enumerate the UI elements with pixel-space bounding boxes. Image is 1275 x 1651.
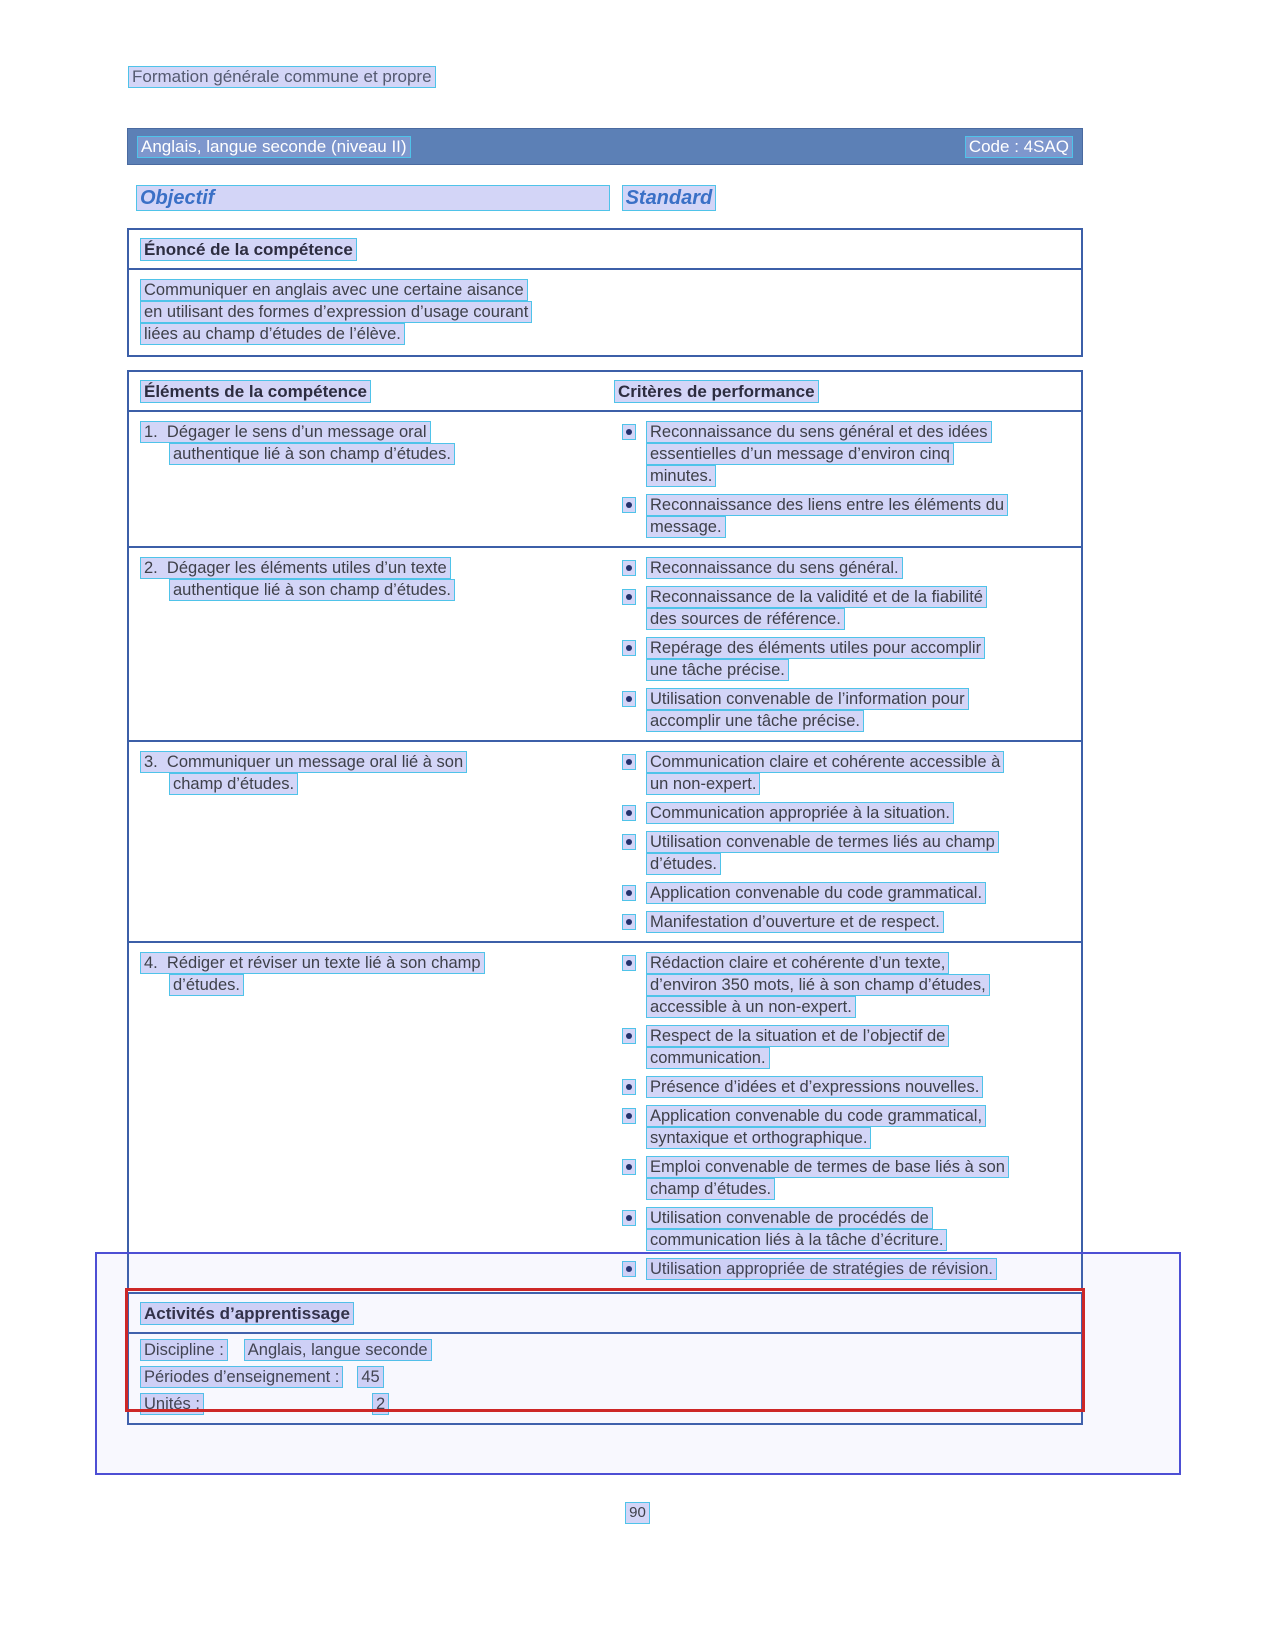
criterion-lines [646, 751, 1070, 795]
criterion-lines [646, 688, 1070, 732]
bullet-dot [626, 565, 632, 571]
bullet-icon [622, 497, 636, 513]
criterion-line: une tâche précise. [646, 659, 789, 681]
activity-label: Discipline : [140, 1339, 228, 1361]
criterion-line: Utilisation convenable de l’information pour [646, 688, 969, 710]
criterion-item [614, 494, 1070, 538]
bullet-icon [622, 1261, 636, 1277]
page-number-text: 90 [625, 1502, 650, 1524]
enonce-line: liées au champ d’études de l’élève. [140, 323, 405, 345]
bullet-icon [622, 1159, 636, 1175]
element-line: 1. Dégager le sens d’un message oral [140, 421, 431, 443]
bullet-dot [626, 696, 632, 702]
criterion-lines [646, 637, 1070, 681]
element-line: 3. Communiquer un message oral lié à son [140, 751, 467, 773]
element-cell [140, 557, 614, 732]
criterion-lines [646, 802, 1070, 824]
bullet-icon [622, 955, 636, 971]
competence-table [127, 370, 1083, 1290]
element-line: d’études. [169, 974, 244, 996]
element-cell [140, 952, 614, 1280]
criteria-cell [614, 952, 1070, 1280]
competence-table-header [129, 372, 1081, 412]
criterion-line: Communication appropriée à la situation. [646, 802, 954, 824]
criterion-line: Reconnaissance des liens entre les éléments du [646, 494, 1008, 516]
criteria-cell [614, 421, 1070, 538]
bullet-dot [626, 810, 632, 816]
bullet-icon [622, 640, 636, 656]
competence-header-right: Critères de performance [614, 380, 819, 403]
criterion-line: des sources de référence. [646, 608, 845, 630]
bullet-icon [622, 1079, 636, 1095]
criterion-item [614, 637, 1070, 681]
criterion-item [614, 1025, 1070, 1069]
criterion-item [614, 751, 1070, 795]
bullet-dot [626, 1084, 632, 1090]
element-line: 2. Dégager les éléments utiles d’un texte [140, 557, 451, 579]
bullet-dot [626, 960, 632, 966]
activity-row-discipline [140, 1337, 1070, 1364]
criterion-lines [646, 421, 1070, 487]
title-bar-code: Code : 4SAQ [965, 136, 1073, 158]
criterion-item [614, 1258, 1070, 1280]
criterion-lines [646, 952, 1070, 1018]
criterion-line: essentielles d’un message d’environ cinq [646, 443, 954, 465]
element-cell [140, 751, 614, 933]
criteria-cell [614, 557, 1070, 732]
enonce-table [127, 228, 1083, 357]
competence-header-left: Éléments de la compétence [140, 380, 371, 403]
criterion-lines [646, 882, 1070, 904]
criterion-line: un non-expert. [646, 773, 760, 795]
standard-heading: Standard [622, 185, 717, 211]
criterion-line: minutes. [646, 465, 716, 487]
bullet-dot [626, 502, 632, 508]
bullet-dot [626, 594, 632, 600]
criterion-item [614, 1207, 1070, 1251]
activity-value: 2 [372, 1393, 389, 1415]
activity-value: 45 [357, 1366, 383, 1388]
criterion-line: message. [646, 516, 726, 538]
bullet-dot [626, 429, 632, 435]
criterion-line: Rédaction claire et cohérente d’un texte, [646, 952, 949, 974]
competence-row-3 [129, 742, 1081, 943]
bullet-icon [622, 885, 636, 901]
criterion-line: syntaxique et orthographique. [646, 1127, 871, 1149]
bullet-icon [622, 834, 636, 850]
bullet-dot [626, 1033, 632, 1039]
criterion-line: accessible à un non-expert. [646, 996, 856, 1018]
activity-label: Périodes d’enseignement : [140, 1366, 343, 1388]
enonce-header-text: Énoncé de la compétence [140, 238, 357, 261]
criterion-item [614, 557, 1070, 579]
document-header [128, 66, 436, 88]
enonce-table-header [129, 230, 1081, 270]
criterion-item [614, 1156, 1070, 1200]
criterion-line: champ d’études. [646, 1178, 775, 1200]
criterion-line: Manifestation d’ouverture et de respect. [646, 911, 944, 933]
criterion-item [614, 421, 1070, 487]
criterion-lines [646, 1207, 1070, 1251]
enonce-line: Communiquer en anglais avec une certaine aisance [140, 279, 528, 301]
element-line: champ d’études. [169, 773, 298, 795]
activity-value: Anglais, langue seconde [244, 1339, 432, 1361]
criterion-item [614, 1076, 1070, 1098]
criterion-lines [646, 1025, 1070, 1069]
criteria-cell [614, 751, 1070, 933]
criterion-line: Reconnaissance du sens général et des idées [646, 421, 992, 443]
criterion-lines [646, 1076, 1070, 1098]
criterion-line: d’environ 350 mots, lié à son champ d’études, [646, 974, 990, 996]
bullet-dot [626, 645, 632, 651]
criterion-item [614, 952, 1070, 1018]
criterion-lines [646, 557, 1070, 579]
bullet-icon [622, 560, 636, 576]
bullet-icon [622, 589, 636, 605]
competence-row-2 [129, 548, 1081, 742]
competence-row-1 [129, 412, 1081, 548]
criterion-line: Utilisation convenable de procédés de [646, 1207, 933, 1229]
bullet-icon [622, 424, 636, 440]
section-headings [136, 185, 716, 211]
criterion-lines [646, 1105, 1070, 1149]
bullet-dot [626, 1113, 632, 1119]
criterion-line: Utilisation appropriée de stratégies de révision. [646, 1258, 997, 1280]
bullet-icon [622, 691, 636, 707]
bullet-dot [626, 1164, 632, 1170]
element-line: authentique lié à son champ d’études. [169, 443, 455, 465]
criterion-item [614, 911, 1070, 933]
enonce-table-body [129, 270, 1081, 357]
criterion-line: communication liés à la tâche d’écriture. [646, 1229, 947, 1251]
criterion-line: Communication claire et cohérente accessible à [646, 751, 1004, 773]
criterion-item [614, 882, 1070, 904]
criterion-line: d’études. [646, 853, 721, 875]
activities-header-text: Activités d’apprentissage [140, 1302, 354, 1325]
page-number [0, 1502, 1275, 1524]
bullet-dot [626, 919, 632, 925]
bullet-dot [626, 1215, 632, 1221]
bullet-icon [622, 754, 636, 770]
criterion-line: accomplir une tâche précise. [646, 710, 864, 732]
criterion-line: Respect de la situation et de l’objectif de [646, 1025, 949, 1047]
criterion-item [614, 802, 1070, 824]
criterion-line: Reconnaissance du sens général. [646, 557, 903, 579]
document-header-text: Formation générale commune et propre [128, 66, 436, 88]
activities-table-body [129, 1334, 1081, 1423]
criterion-line: Utilisation convenable de termes liés au champ [646, 831, 999, 853]
title-bar [127, 128, 1083, 165]
criterion-line: Reconnaissance de la validité et de la fiabilité [646, 586, 987, 608]
criterion-line: communication. [646, 1047, 770, 1069]
criterion-line: Présence d’idées et d’expressions nouvelles. [646, 1076, 983, 1098]
title-bar-title: Anglais, langue seconde (niveau II) [137, 136, 411, 158]
criterion-item [614, 831, 1070, 875]
criterion-item [614, 1105, 1070, 1149]
bullet-dot [626, 839, 632, 845]
criterion-line: Repérage des éléments utiles pour accomplir [646, 637, 985, 659]
criterion-lines [646, 1156, 1070, 1200]
activities-table-header [129, 1294, 1081, 1334]
bullet-icon [622, 805, 636, 821]
objectif-heading: Objectif [136, 185, 610, 211]
bullet-icon [622, 1108, 636, 1124]
enonce-line: en utilisant des formes d’expression d’usage courant [140, 301, 532, 323]
criterion-line: Emploi convenable de termes de base liés à son [646, 1156, 1009, 1178]
bullet-icon [622, 914, 636, 930]
bullet-dot [626, 759, 632, 765]
criterion-line: Application convenable du code grammatical, [646, 1105, 986, 1127]
criterion-line: Application convenable du code grammatical. [646, 882, 986, 904]
competence-row-4 [129, 943, 1081, 1288]
criterion-lines [646, 1258, 1070, 1280]
criterion-item [614, 688, 1070, 732]
element-cell [140, 421, 614, 538]
bullet-dot [626, 1266, 632, 1272]
criterion-lines [646, 494, 1070, 538]
criterion-lines [646, 831, 1070, 875]
element-line: authentique lié à son champ d’études. [169, 579, 455, 601]
activities-table [127, 1292, 1083, 1425]
bullet-icon [622, 1028, 636, 1044]
criterion-item [614, 586, 1070, 630]
element-line: 4. Rédiger et réviser un texte lié à son champ [140, 952, 485, 974]
bullet-dot [626, 890, 632, 896]
bullet-icon [622, 1210, 636, 1226]
activity-row-unites [140, 1391, 1070, 1418]
activity-label: Unités : [140, 1393, 204, 1415]
criterion-lines [646, 911, 1070, 933]
activity-row-periodes [140, 1364, 1070, 1391]
criterion-lines [646, 586, 1070, 630]
